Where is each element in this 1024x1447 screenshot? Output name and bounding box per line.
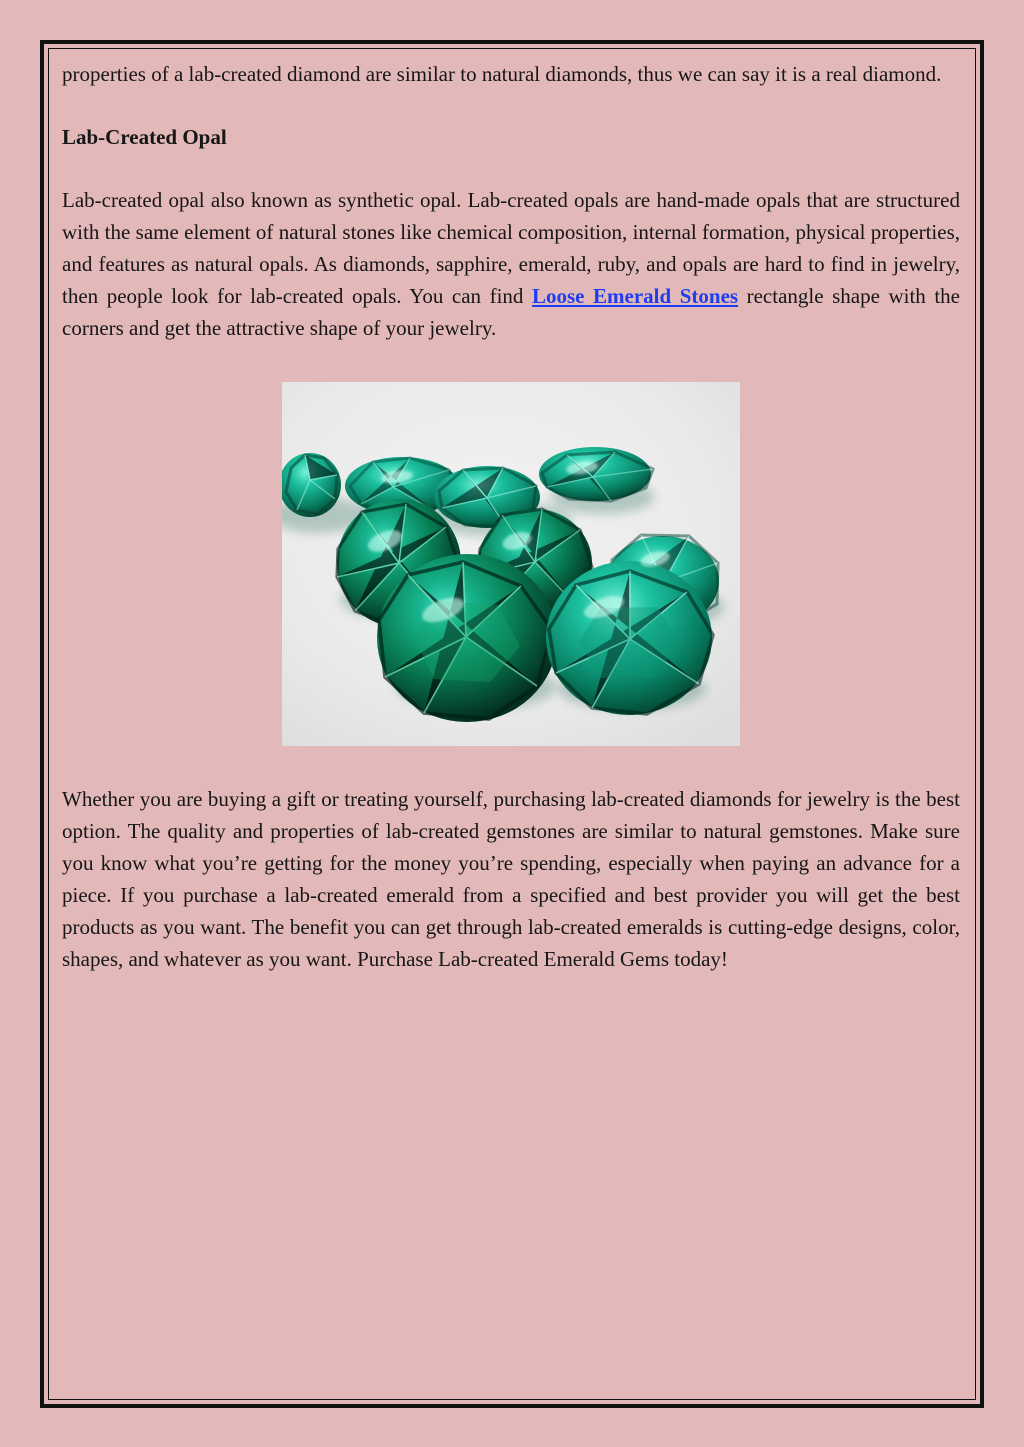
document-content: [62, 58, 960, 975]
emerald-gemstones-photo: [282, 382, 740, 746]
opal-paragraph-text-after-link: rectangle shape with the corners and get the attractive shape of your jewelry.: [62, 284, 960, 340]
intro-paragraph: properties of a lab-created diamond are similar to natural diamonds, thus we can say it is a real diamond.: [62, 62, 942, 86]
paragraph-spacer: [62, 153, 960, 184]
opal-paragraph-text-before-link: Lab-created opal also known as synthetic opal. Lab-created opals are hand-made opals that are structured with the same element of natural stones like chemical composition, internal formation, physical properties, and features as natural opals. As diamonds, sapphire, emerald, ruby, and opals are hard to find in jewelry, then people look for lab-created opals. You can find: [62, 188, 960, 308]
conclusion-paragraph: Whether you are buying a gift or treating yourself, purchasing lab-created diamonds for jewelry is the best option. The quality and properties of lab-created gemstones are similar to natural gemstones. Make sure you know what you’re getting for the money you’re spending, especially when paying an advance for a piece. If you purchase a lab-created emerald from a specified and best provider you will get the best products as you want. The benefit you can get through lab-created emeralds is cutting-edge designs, color, shapes, and whatever as you want. Purchase Lab-created Emerald Gems today!: [62, 787, 960, 971]
paragraph-spacer: [62, 90, 960, 121]
section-heading: Lab-Created Opal: [62, 125, 227, 149]
opal-paragraph: [62, 184, 960, 344]
loose-emerald-stones-link[interactable]: Loose Emerald Stones: [531, 284, 739, 308]
photo-container: [62, 382, 960, 746]
